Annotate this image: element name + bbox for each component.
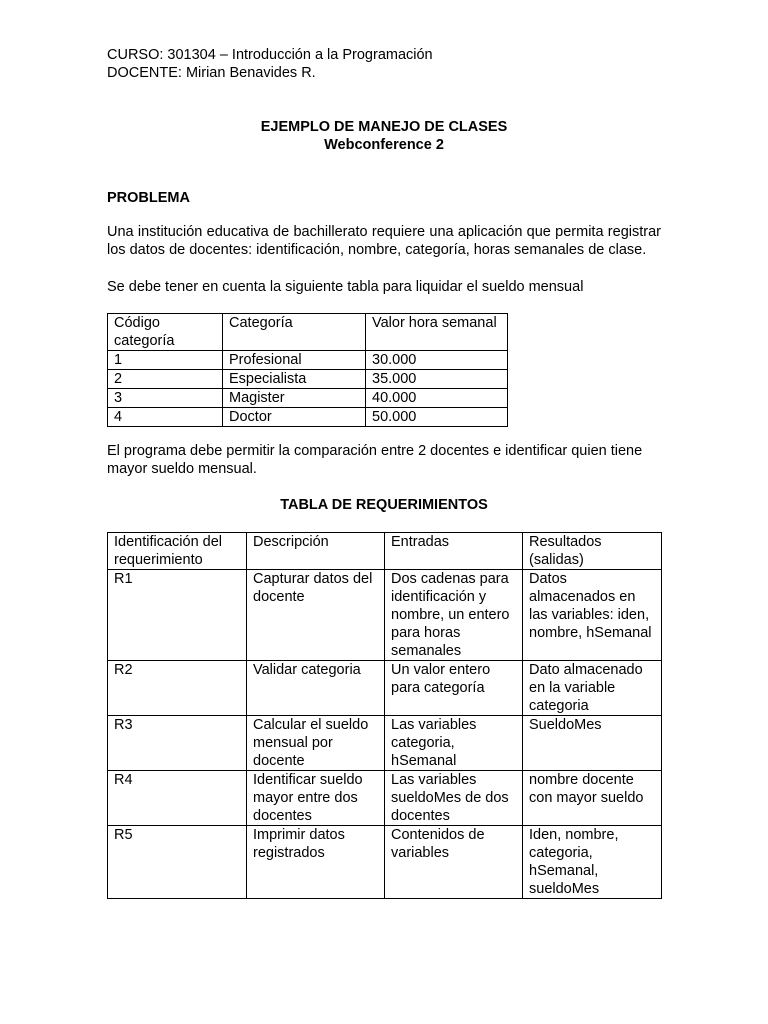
header-cell: Resultados (salidas) bbox=[523, 533, 662, 570]
table-row bbox=[108, 716, 662, 771]
header-cell: Descripción bbox=[247, 533, 385, 570]
table-row bbox=[108, 389, 508, 408]
header-cell: Código categoría bbox=[108, 314, 223, 351]
table-cell: Contenidos de variables bbox=[385, 826, 523, 899]
table-cell: Magister bbox=[223, 389, 366, 408]
table-cell: Datos almacenados en las variables: iden, nombre, hSemanal bbox=[523, 570, 662, 661]
requirements-table bbox=[107, 532, 662, 899]
table-cell: 1 bbox=[108, 351, 223, 370]
table-cell: R1 bbox=[108, 570, 247, 661]
table-cell: Capturar datos del docente bbox=[247, 570, 385, 661]
table-cell: 2 bbox=[108, 370, 223, 389]
table-cell: Especialista bbox=[223, 370, 366, 389]
table-row bbox=[108, 771, 662, 826]
table-cell: Iden, nombre, categoria, hSemanal, sueldoMes bbox=[523, 826, 662, 899]
problem-paragraph-2: Se debe tener en cuenta la siguiente tabla para liquidar el sueldo mensual bbox=[107, 279, 584, 295]
header-cell: Valor hora semanal bbox=[366, 314, 508, 351]
problem-paragraph-3: El programa debe permitir la comparación entre 2 docentes e identificar quien tiene mayor sueldo mensual. bbox=[107, 443, 643, 477]
table-cell: 4 bbox=[108, 408, 223, 427]
table-header-row bbox=[108, 314, 508, 351]
table-row bbox=[108, 408, 508, 427]
table-cell: nombre docente con mayor sueldo bbox=[523, 771, 662, 826]
table-cell: SueldoMes bbox=[523, 716, 662, 771]
table-row bbox=[108, 351, 508, 370]
table-cell: Profesional bbox=[223, 351, 366, 370]
table-row bbox=[108, 826, 662, 899]
header-cell: Categoría bbox=[223, 314, 366, 351]
header-cell: Entradas bbox=[385, 533, 523, 570]
table-cell: Un valor entero para categoría bbox=[385, 661, 523, 716]
table-cell: Identificar sueldo mayor entre dos docentes bbox=[247, 771, 385, 826]
teacher-line: DOCENTE: Mirian Benavides R. bbox=[107, 65, 316, 81]
category-table bbox=[107, 313, 508, 427]
requirements-title: TABLA DE REQUERIMIENTOS bbox=[280, 497, 488, 513]
title-line-1: EJEMPLO DE MANEJO DE CLASES bbox=[260, 119, 508, 135]
document-title bbox=[0, 118, 768, 154]
table-cell: 3 bbox=[108, 389, 223, 408]
table-header-row bbox=[108, 533, 662, 570]
table-cell: 40.000 bbox=[366, 389, 508, 408]
table-row bbox=[108, 661, 662, 716]
table-cell: Las variables categoria, hSemanal bbox=[385, 716, 523, 771]
table-cell: R3 bbox=[108, 716, 247, 771]
table-cell: 35.000 bbox=[366, 370, 508, 389]
header-cell: Identificación del requerimiento bbox=[108, 533, 247, 570]
table-cell: Las variables sueldoMes de dos docentes bbox=[385, 771, 523, 826]
course-line: CURSO: 301304 – Introducción a la Programación bbox=[107, 47, 433, 63]
table-cell: 50.000 bbox=[366, 408, 508, 427]
table-cell: Doctor bbox=[223, 408, 366, 427]
table-cell: Imprimir datos registrados bbox=[247, 826, 385, 899]
table-cell: Validar categoria bbox=[247, 661, 385, 716]
table-cell: Calcular el sueldo mensual por docente bbox=[247, 716, 385, 771]
problem-heading: PROBLEMA bbox=[107, 190, 190, 206]
title-line-2: Webconference 2 bbox=[324, 137, 444, 153]
table-cell: R2 bbox=[108, 661, 247, 716]
table-row bbox=[108, 570, 662, 661]
document-header bbox=[107, 46, 433, 82]
table-cell: R5 bbox=[108, 826, 247, 899]
table-cell: 30.000 bbox=[366, 351, 508, 370]
table-cell: R4 bbox=[108, 771, 247, 826]
table-cell: Dos cadenas para identificación y nombre, un entero para horas semanales bbox=[385, 570, 523, 661]
table-row bbox=[108, 370, 508, 389]
problem-paragraph-1: Una institución educativa de bachillerato requiere una aplicación que permita registrar los datos de docentes: identificación, nombre, categoría, horas semanales de clase. bbox=[107, 224, 661, 258]
table-cell: Dato almacenado en la variable categoria bbox=[523, 661, 662, 716]
